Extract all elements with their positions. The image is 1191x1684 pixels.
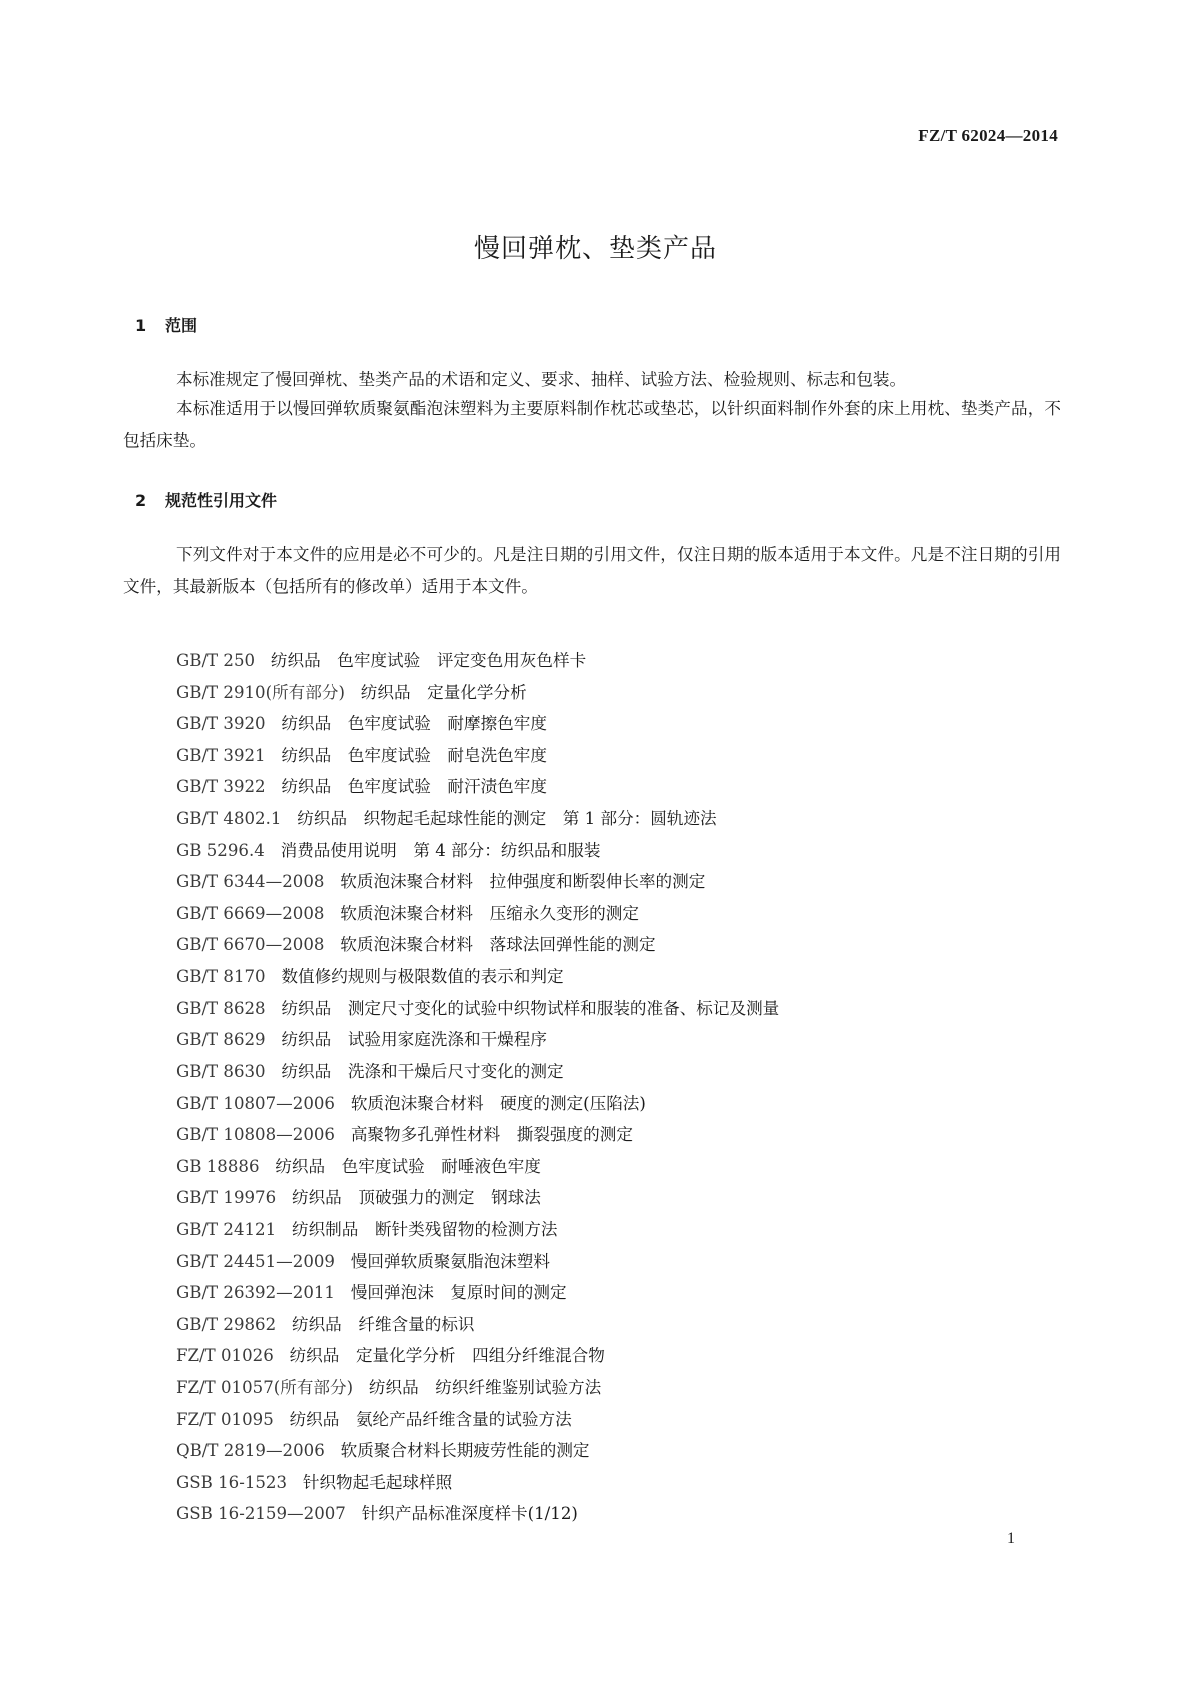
reference-title: 软质泡沫聚合材料 拉伸强度和断裂伸长率的测定: [340, 872, 706, 892]
reference-item: [176, 1119, 1036, 1151]
reference-title: 软质泡沫聚合材料 压缩永久变形的测定: [340, 903, 639, 923]
reference-code: GSB 16-1523: [176, 1472, 288, 1492]
reference-title: 数值修约规则与极限数值的表示和判定: [281, 967, 564, 987]
reference-code: FZ/T 01095: [176, 1409, 274, 1429]
reference-item: [176, 1435, 1036, 1467]
reference-code: QB/T 2819—2006: [176, 1441, 325, 1461]
reference-code: GB/T 3922: [176, 777, 266, 797]
reference-title: 软质泡沫聚合材料 落球法回弹性能的测定: [340, 935, 656, 955]
reference-code: GB/T 6344—2008: [176, 872, 325, 892]
reference-item: [176, 898, 1036, 930]
reference-item: [176, 677, 1036, 709]
section-title: 规范性引用文件: [165, 491, 278, 510]
reference-title: 纺织品 色牢度试验 耐汗渍色牢度: [281, 777, 547, 797]
reference-title: 纺织品 顶破强力的测定 钢球法: [292, 1188, 541, 1208]
reference-item: [176, 1498, 1036, 1530]
reference-item: [176, 835, 1036, 867]
scope-paragraph-2: 本标准适用于以慢回弹软质聚氨酯泡沫塑料为主要原料制作枕芯或垫芯，以针织面料制作外套的床上用枕、垫类产品，不包括床垫。: [123, 399, 1061, 450]
reference-title: 纺织品 织物起毛起球性能的测定 第 1 部分：圆轨迹法: [297, 809, 717, 829]
reference-code: GB/T 4802.1: [176, 809, 282, 829]
reference-item: [176, 866, 1036, 898]
reference-title: 纺织品 纺织纤维鉴别试验方法: [368, 1378, 602, 1398]
reference-code: GB/T 8629: [176, 1030, 266, 1050]
reference-title: 纺织制品 断针类残留物的检测方法: [292, 1219, 558, 1239]
reference-item: [176, 1340, 1036, 1372]
section-heading-normative-references: [135, 488, 277, 511]
reference-title: 软质泡沫聚合材料 硬度的测定(压陷法): [350, 1093, 646, 1113]
reference-code: GB/T 6669—2008: [176, 903, 325, 923]
reference-item: [176, 771, 1036, 803]
reference-code: GB/T 250: [176, 651, 256, 670]
reference-item: [176, 1151, 1036, 1183]
reference-item: [176, 1088, 1036, 1120]
reference-title: 慢回弹泡沫 复原时间的测定: [350, 1283, 567, 1303]
reference-code: GB/T 19976: [176, 1188, 277, 1208]
reference-title: 软质聚合材料长期疲劳性能的测定: [340, 1441, 590, 1461]
reference-title: 纺织品 色牢度试验 评定变色用灰色样卡: [270, 651, 587, 670]
reference-code: GB/T 2910(所有部分): [176, 682, 345, 702]
reference-code: GB/T 8630: [176, 1061, 266, 1081]
reference-item: [176, 1277, 1036, 1309]
reference-list: [176, 645, 1036, 1530]
reference-code: GB/T 24121: [176, 1219, 277, 1239]
reference-title: 针织物起毛起球样照: [302, 1472, 453, 1492]
section-number: 1: [135, 316, 147, 335]
reference-item: [176, 1214, 1036, 1246]
reference-title: 纺织品 色牢度试验 耐摩擦色牢度: [281, 714, 547, 734]
reference-item: [176, 740, 1036, 772]
reference-item: [176, 1372, 1036, 1404]
reference-item: [176, 1024, 1036, 1056]
reference-item: [176, 1309, 1036, 1341]
reference-code: GB/T 3921: [176, 745, 266, 765]
reference-title: 纺织品 氨纶产品纤维含量的试验方法: [289, 1409, 572, 1429]
page-number: 1: [1007, 1530, 1015, 1547]
reference-item: [176, 803, 1036, 835]
reference-code: FZ/T 01057(所有部分): [176, 1378, 354, 1398]
reference-code: FZ/T 01026: [176, 1346, 274, 1366]
reference-code: GB/T 24451—2009: [176, 1251, 335, 1271]
reference-title: 纺织品 洗涤和干燥后尺寸变化的测定: [281, 1061, 564, 1081]
reference-title: 高聚物多孔弹性材料 撕裂强度的测定: [350, 1125, 633, 1145]
reference-code: GB/T 10808—2006: [176, 1125, 335, 1145]
reference-item: [176, 961, 1036, 993]
references-intro-paragraph: 下列文件对于本文件的应用是必不可少的。凡是注日期的引用文件，仅注日期的版本适用于本文件。凡是不注日期的引用文件，其最新版本（包括所有的修改单）适用于本文件。: [123, 545, 1061, 596]
section-number: 2: [135, 491, 147, 510]
reference-item: [176, 993, 1036, 1025]
reference-code: GB/T 3920: [176, 714, 266, 734]
reference-item: [176, 1056, 1036, 1088]
reference-item: [176, 929, 1036, 961]
reference-item: [176, 1182, 1036, 1214]
document-title: 慢回弹枕、垫类产品: [473, 234, 717, 264]
reference-title: 纺织品 试验用家庭洗涤和干燥程序: [281, 1030, 547, 1050]
reference-code: GB/T 29862: [176, 1314, 277, 1334]
reference-title: 慢回弹软质聚氨脂泡沫塑料: [350, 1251, 550, 1271]
reference-code: GSB 16-2159—2007: [176, 1504, 346, 1524]
reference-item: [176, 1246, 1036, 1278]
reference-code: GB 18886: [176, 1156, 260, 1176]
reference-code: GB/T 26392—2011: [176, 1283, 335, 1303]
reference-item: [176, 1467, 1036, 1499]
reference-title: 纺织品 定量化学分析 四组分纤维混合物: [289, 1346, 605, 1366]
section-heading-scope: [135, 313, 197, 336]
reference-item: [176, 645, 1036, 677]
reference-code: GB 5296.4: [176, 840, 265, 860]
section-title: 范围: [165, 316, 198, 335]
reference-item: [176, 708, 1036, 740]
reference-title: 纺织品 定量化学分析: [360, 682, 527, 702]
reference-item: [176, 1404, 1036, 1436]
reference-code: GB/T 10807—2006: [176, 1093, 335, 1113]
reference-code: GB/T 6670—2008: [176, 935, 325, 955]
reference-title: 纺织品 色牢度试验 耐皂洗色牢度: [281, 745, 547, 765]
standard-code: FZ/T 62024—2014: [918, 126, 1058, 145]
reference-title: 纺织品 色牢度试验 耐唾液色牢度: [275, 1156, 541, 1176]
reference-title: 纺织品 纤维含量的标识: [292, 1314, 475, 1334]
reference-code: GB/T 8628: [176, 998, 266, 1018]
reference-title: 纺织品 测定尺寸变化的试验中织物试样和服装的准备、标记及测量: [281, 998, 780, 1018]
reference-code: GB/T 8170: [176, 967, 266, 987]
reference-title: 消费品使用说明 第 4 部分：纺织品和服装: [280, 840, 601, 860]
reference-title: 针织产品标准深度样卡(1/12): [361, 1504, 578, 1524]
scope-paragraph-1: 本标准规定了慢回弹枕、垫类产品的术语和定义、要求、抽样、试验方法、检验规则、标志和包装。: [176, 370, 907, 389]
